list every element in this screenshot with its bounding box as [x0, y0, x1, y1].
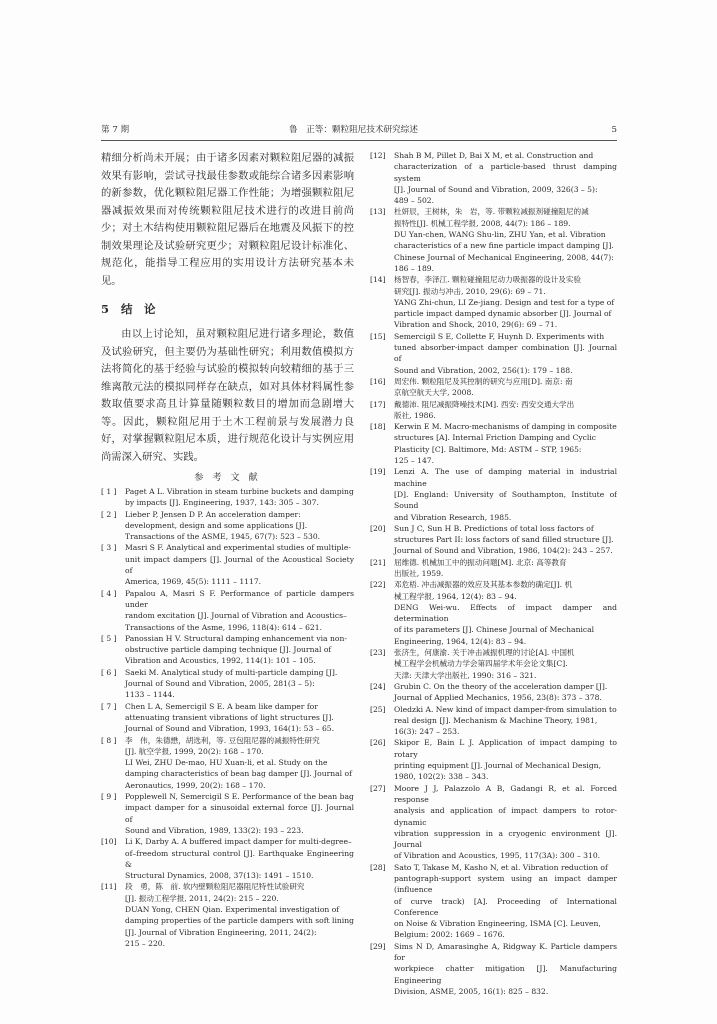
- reference-item: [101, 881, 354, 949]
- reference-number: [24]: [370, 681, 386, 691]
- reference-line: 周宏伟. 颗粒阻尼及其控制的研究与应用[D]. 南京: 南: [394, 376, 573, 386]
- section-number: 5: [101, 302, 110, 316]
- reference-item: [370, 941, 617, 997]
- reference-line: Division, ASME, 2005, 16(1): 825 – 832.: [394, 986, 549, 996]
- reference-line: Transactions of the Asme, 1996, 118(4): 614 – 621.: [125, 622, 322, 632]
- reference-line: Vibration and Acoustics, 1992, 114(1): 101 – 105.: [125, 656, 316, 666]
- reference-line: Journal of Applied Mechanics, 1956, 23(8): 373 – 378.: [394, 693, 602, 703]
- reference-line: 出版社, 1959.: [394, 568, 444, 578]
- reference-line: 研究[J]. 振动与冲击, 2010, 29(6): 69 – 71.: [394, 286, 546, 296]
- reference-line: 1980, 102(2): 338 – 343.: [394, 772, 489, 782]
- reference-number: [ 8 ]: [101, 735, 117, 745]
- reference-item: [370, 783, 617, 862]
- reference-line: Chinese Journal of Mechanical Engineering, 2008, 44(7):: [394, 252, 614, 262]
- reference-line: Saeki M. Analytical study of multi-particle damping [J].: [125, 667, 338, 677]
- reference-line: Sims N D, Amarasinghe A, Ridgway K. Particle dampers for: [394, 941, 617, 963]
- reference-list-right: [370, 150, 617, 997]
- reference-line: 125 – 147.: [394, 456, 435, 466]
- reference-line: 489 – 502.: [394, 196, 435, 206]
- reference-line: Structural Dynamics, 2008, 37(13): 1491 – 1510.: [125, 871, 314, 881]
- reference-line: Vibration and Shock, 2010, 29(6): 69 – 71.: [394, 320, 558, 330]
- reference-number: [ 4 ]: [101, 588, 117, 598]
- reference-line: Shah B M, Pillet D, Bai X M, et al. Construction and: [394, 151, 594, 160]
- reference-line: Sato T, Takase M, Kasho N, et al. Vibration reduction of: [394, 862, 608, 872]
- reference-number: [10]: [101, 837, 117, 847]
- reference-line: tuned absorber-impact damper combination [J]. Journal of: [394, 343, 617, 364]
- section-heading: [101, 300, 354, 318]
- reference-line: [J]. Journal of Vibration Engineering, 2011, 24(2):: [125, 927, 317, 937]
- reference-line: 段 勇，陈 前. 软内壁颗粒阻尼器阻尼特性试验研究: [125, 882, 305, 892]
- reference-line: unit impact dampers [J]. Journal of the Acoustical Society of: [125, 554, 354, 576]
- reference-line: damping properties of the particle dampers with soft lining: [125, 916, 354, 926]
- reference-number: [17]: [370, 399, 386, 409]
- reference-line: Chen L A, Semercigil S E. A beam like damper for: [125, 701, 318, 711]
- reference-number: [ 1 ]: [101, 487, 117, 496]
- reference-item: [101, 791, 354, 836]
- reference-number: [14]: [370, 275, 386, 285]
- reference-line: attenuating transient vibrations of light structures [J].: [125, 712, 334, 722]
- reference-number: [27]: [370, 783, 386, 793]
- reference-line: Papalou A, Masri S F. Performance of particle dampers under: [125, 588, 354, 609]
- page-number: 5: [611, 125, 617, 135]
- reference-item: [101, 542, 354, 587]
- reference-number: [25]: [370, 704, 386, 714]
- reference-line: Moore J J, Palazzolo A B, Gadangi R, et al. Forced response: [394, 783, 617, 804]
- reference-line: 16(3): 247 – 253.: [394, 727, 460, 737]
- reference-line: characteristics of a new fine particle impact damping [J].: [394, 241, 614, 251]
- reference-line: 邓危梧. 冲击减振器的效应及其基本参数的确定[J]. 机: [394, 580, 573, 590]
- reference-item: [370, 647, 617, 681]
- reference-line: real design [J]. Mechanism & Machine Theory, 1981,: [394, 715, 598, 725]
- reference-line: Lenzi A. The use of damping material in industrial machine: [394, 467, 617, 488]
- reference-line: particle impact damped dynamic absorber [J]. Journal of: [394, 309, 612, 319]
- reference-item: [370, 331, 617, 376]
- reference-line: America, 1969, 45(5): 1111 – 1117.: [125, 577, 262, 587]
- reference-item: [370, 466, 617, 522]
- reference-item: [101, 588, 354, 633]
- reference-line: structures [A]. Internal Friction Damping and Cyclic: [394, 433, 597, 443]
- reference-line: Journal of Sound and Vibration, 2005, 281(3 – 5):: [125, 679, 315, 689]
- reference-item: [101, 836, 354, 881]
- reference-number: [11]: [101, 882, 117, 892]
- reference-line: damping characteristics of bean bag damper [J]. Journal of: [125, 769, 352, 779]
- reference-line: 械工程学报, 1964, 12(4): 83 – 94.: [394, 591, 517, 601]
- reference-line: Journal of Sound and Vibration, 1993, 164(1): 53 – 65.: [125, 724, 335, 734]
- reference-item: [101, 633, 354, 667]
- reference-line: of Vibration and Acoustics, 1995, 117(3A): 300 – 310.: [394, 851, 601, 861]
- reference-line: obstructive particle damping technique [J]. Journal of: [125, 645, 332, 655]
- reference-item: [370, 681, 617, 704]
- reference-list-left: [101, 486, 354, 949]
- reference-line: 215 – 220.: [125, 938, 166, 948]
- reference-number: [ 6 ]: [101, 667, 117, 677]
- reference-line: pantograph-support system using an impact damper (influence: [394, 874, 617, 895]
- reference-line: 械工程学会机械动力学会第四届学术年会论文集[C].: [394, 659, 568, 669]
- reference-number: [28]: [370, 862, 386, 872]
- right-column: [370, 150, 617, 997]
- reference-line: 杜妍辰，王树林，朱 岩，等. 带颗粒减振剂碰撞阻尼的减: [394, 207, 589, 217]
- reference-line: vibration suppression in a cryogenic environment [J]. Journal: [394, 828, 617, 850]
- reference-number: [ 3 ]: [101, 543, 117, 553]
- reference-number: [13]: [370, 207, 386, 217]
- reference-line: 1133 – 1144.: [125, 690, 175, 700]
- reference-line: Panossian H V. Structural damping enhancement via non-: [125, 633, 347, 643]
- reference-line: Paget A L. Vibration in steam turbine buckets and damping: [125, 487, 354, 496]
- reference-line: Sun J C, Sun H B. Predictions of total loss factors of: [394, 523, 594, 533]
- reference-item: [101, 701, 354, 735]
- reference-item: [370, 862, 617, 941]
- reference-item: [101, 486, 354, 509]
- reference-line: Engineering, 1964, 12(4): 83 – 94.: [394, 636, 527, 646]
- reference-line: 版社, 1986.: [394, 410, 436, 420]
- reference-line: of–freedom structural control [J]. Earthquake Engineering &: [125, 848, 354, 869]
- reference-line: 京航空航天大学, 2008.: [394, 388, 474, 398]
- reference-line: by impacts [J]. Engineering, 1937, 143: 305 – 307.: [125, 498, 319, 508]
- reference-item: [370, 376, 617, 399]
- reference-line: impact damper for a sinusoidal external force [J]. Journal of: [125, 803, 354, 824]
- reference-item: [370, 421, 617, 466]
- reference-line: 戴德沛. 阻尼减振降噪技术[M]. 西安: 西安交通大学出: [394, 399, 575, 409]
- reference-line: 186 – 189.: [394, 263, 435, 273]
- left-column: [101, 150, 354, 949]
- reference-line: [J]. 航空学报, 1999, 20(2): 168 – 170.: [125, 746, 264, 756]
- reference-item: [370, 579, 617, 647]
- reference-line: Belgium: 2002: 1669 – 1676.: [394, 930, 505, 940]
- reference-item: [101, 509, 354, 543]
- reference-item: [101, 735, 354, 791]
- reference-line: DUAN Yong, CHEN Qian. Experimental investigation of: [125, 904, 340, 914]
- reference-line: 李 伟，朱德懋，胡选利，等. 豆包阻尼器的减振特性研究: [125, 735, 320, 745]
- reference-line: of curve track) [A]. Proceeding of International Conference: [394, 896, 617, 917]
- running-title: 鲁 正等：颗粒阻尼技术研究综述: [289, 125, 418, 135]
- reference-line: [D]. England: University of Southampton, Institute of Sound: [394, 489, 617, 511]
- reference-line: Popplewell N, Semercigil S E. Performance of the bean bag: [125, 792, 354, 802]
- reference-number: [ 5 ]: [101, 633, 117, 643]
- reference-line: Aeronautics, 1999, 20(2): 168 – 170.: [125, 780, 266, 790]
- reference-line: Oledzki A. New kind of impact damper-from simulation to: [394, 704, 617, 714]
- reference-line: Plasticity [C]. Baltimore, Md: ASTM – STP, 1965:: [394, 444, 582, 454]
- reference-line: development, design and some applications [J].: [125, 520, 308, 530]
- conclusion-paragraph: [101, 326, 354, 466]
- reference-number: [16]: [370, 376, 386, 386]
- reference-line: Masri S F. Analytical and experimental studies of multiple-: [125, 543, 351, 553]
- reference-line: structures Part II: loss factors of sand filled structure [J].: [394, 535, 614, 545]
- reference-line: [J]. Journal of Sound and Vibration, 2009, 326(3 – 5):: [394, 184, 598, 194]
- reference-line: Li K, Darby A. A buffered impact damper for multi-degree–: [125, 837, 352, 847]
- reference-line: printing equipment [J]. Journal of Mechanical Design,: [394, 761, 601, 771]
- reference-line: Sound and Vibration, 1989, 133(2): 193 – 223.: [125, 825, 304, 835]
- reference-line: YANG Zhi-chun, LI Ze-jiang. Design and test for a type of: [394, 297, 615, 307]
- reference-line: Semercigil S E, Collette F, Huynh D. Experiments with: [394, 331, 605, 341]
- reference-item: [370, 150, 617, 206]
- reference-item: [370, 206, 617, 274]
- reference-number: [22]: [370, 580, 386, 590]
- reference-line: on Noise & Vibration Engineering, ISMA [C]. Leuven,: [394, 919, 601, 929]
- reference-line: of its parameters [J]. Chinese Journal of Mechanical: [394, 625, 595, 635]
- reference-item: [370, 704, 617, 738]
- reference-line: 振特性[J]. 机械工程学报, 2008, 44(7): 186 – 189.: [394, 218, 571, 228]
- reference-line: random excitation [J]. Journal of Vibration and Acoustics–: [125, 611, 347, 621]
- reference-number: [21]: [370, 557, 386, 567]
- reference-number: [ 7 ]: [101, 701, 117, 711]
- reference-line: 天津: 天津大学出版社, 1990: 316 – 321.: [394, 670, 537, 680]
- references-title: 参 考 文 献: [194, 472, 261, 483]
- reference-number: [20]: [370, 523, 386, 533]
- reference-item: [370, 557, 617, 580]
- reference-item: [370, 399, 617, 422]
- reference-line: Grubin C. On the theory of the acceleration damper [J].: [394, 681, 608, 691]
- reference-item: [370, 737, 617, 782]
- reference-line: [J]. 振动工程学报, 2011, 24(2): 215 – 220.: [125, 893, 279, 903]
- reference-number: [23]: [370, 648, 386, 658]
- reference-line: Lieber P, Jensen D P. An acceleration damper:: [125, 509, 301, 519]
- running-header: [101, 124, 617, 141]
- reference-line: Skipor E, Bain L J. Application of impact damping to rotary: [394, 738, 617, 759]
- reference-line: Kerwin E M. Macro-mechanisms of damping in composite: [394, 422, 617, 432]
- reference-number: [29]: [370, 941, 386, 951]
- section-title: 结 论: [121, 302, 156, 316]
- reference-line: LI Wei, ZHU De-mao, HU Xuan-li, et al. Study on the: [125, 758, 328, 768]
- issue-label: 第 7 期: [101, 125, 130, 135]
- reference-line: DU Yan-chen, WANG Shu-lin, ZHU Yan, et al. Vibration: [394, 230, 606, 240]
- reference-number: [19]: [370, 467, 386, 477]
- reference-line: 张济生，何康渝. 关于冲击减振机理的讨论[A]. 中国机: [394, 648, 575, 658]
- reference-line: Sound and Vibration, 2002, 256(1): 179 – 188.: [394, 365, 573, 375]
- reference-number: [15]: [370, 331, 386, 341]
- reference-number: [ 2 ]: [101, 509, 117, 519]
- intro-paragraph: 精细分析尚未开展；由于诸多因素对颗粒阻尼器的减振效果有影响，尝试寻找最佳参数或能综合诸多因素影响的新参数，优化颗粒阻尼器工作性能；为增强颗粒阻尼器减振效果而对传统颗粒阻尼技术进行的改进目前尚少；对土木结构使用颗粒阻尼器后在地震及风振下的控制效果理论及试验研究更少；对颗粒阻尼设计标准化、规范化，能指导工程应用的实用设计方法研究基本未见。: [101, 152, 354, 287]
- reference-item: [370, 523, 617, 557]
- reference-line: Transactions of the ASME, 1945, 67(7): 523 – 530.: [125, 532, 321, 542]
- reference-number: [26]: [370, 738, 386, 748]
- reference-item: [370, 274, 617, 330]
- reference-number: [12]: [370, 151, 386, 160]
- reference-number: [ 9 ]: [101, 792, 117, 802]
- reference-line: DENG Wei-wu. Effects of impact damper and determination: [394, 602, 617, 624]
- reference-line: characterization of a particle-based thrust damping system: [394, 162, 617, 183]
- reference-line: and Vibration Research, 1985.: [394, 512, 512, 522]
- conclusion-text: 由以上讨论知，虽对颗粒阻尼进行诸多理论，数值及试验研究，但主要仍为基础性研究；利用数值模拟方法将简化的基于经验与试验的模拟转向较精细的基于三维离散元法的模拟同样存在缺点，如对具体材料属性参数取值要求高且计算量随颗粒数目的增加而急剧增大等。因此，颗粒阻尼用于土木工程前景与发展潜力良好，对掌握颗粒阻尼本质，进行规范化设计与实例应用尚需深入研究、实践。: [101, 328, 354, 463]
- reference-line: workpiece chatter mitigation [J]. Manufacturing Engineering: [394, 964, 617, 985]
- reference-line: Journal of Sound and Vibration, 1986, 104(2): 243 – 257.: [394, 546, 613, 556]
- reference-line: analysis and application of impact dampers to rotor-dynamic: [394, 806, 617, 827]
- reference-line: 杨智春，李泽江. 颗粒碰撞阻尼动力吸振器的设计及实验: [394, 275, 582, 285]
- reference-number: [18]: [370, 422, 386, 432]
- reference-line: 屈维德. 机械加工中的振动问题[M]. 北京: 高等教育: [394, 557, 567, 567]
- reference-item: [101, 667, 354, 701]
